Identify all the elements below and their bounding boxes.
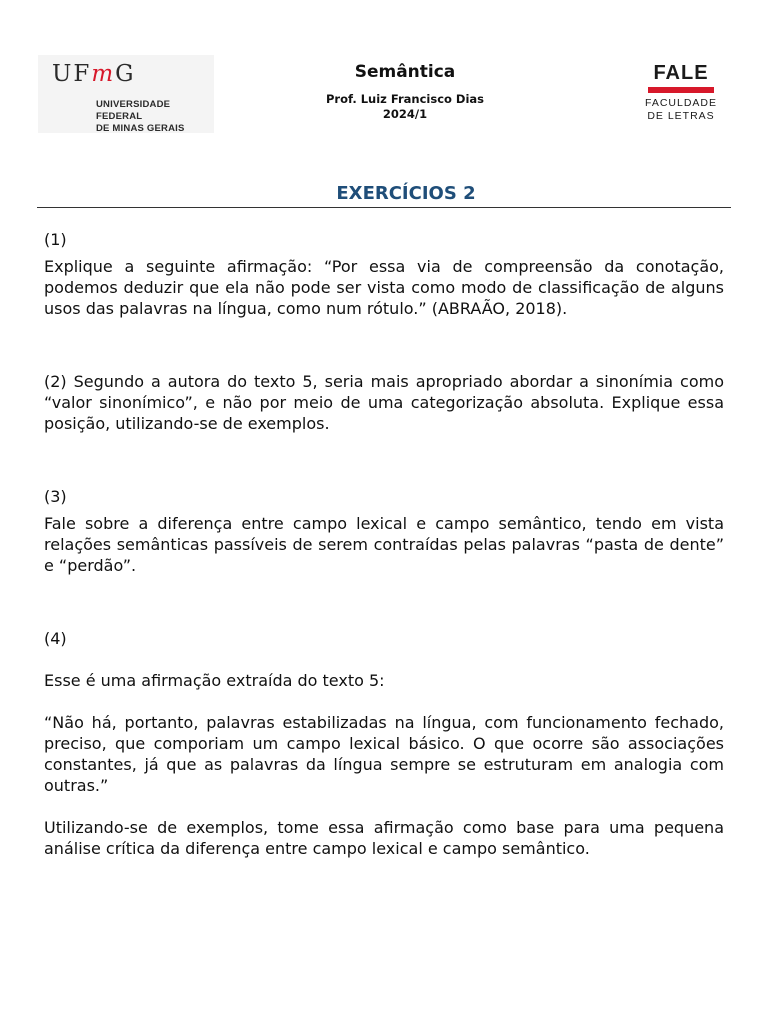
exercise-4-task: Utilizando-se de exemplos, tome essa afirmação como base para uma pequena análise crítica da diferença entre campo lexical e campo semântico. [44,818,724,858]
exercise-1-number: (1) [44,230,67,249]
fale-logo-word: FALE [653,62,709,84]
course-title-block [300,62,510,122]
exercise-3-number: (3) [44,487,67,506]
spacer [44,691,724,712]
ufmg-logo-m: m [91,61,116,87]
spacer [44,434,724,486]
fale-logo-line2: DE LETRAS [647,110,715,122]
spacer [44,576,724,628]
ufmg-logo-letters: UF [52,61,92,87]
exercise-4-number: (4) [44,629,67,648]
fale-logo-subtitle [644,97,718,123]
spacer [44,649,724,670]
exercise-4-quote: “Não há, portanto, palavras estabilizadas na língua, com funcionamento fechado, preciso, que comporiam um campo lexical básico. O que ocorre são associações constantes, já que as palavras da língua sempre se estruturam em analogia com outras.” [44,713,724,795]
fale-logo-bar [648,87,714,93]
ufmg-logo-wordmark [52,61,136,87]
term: 2024/1 [382,107,428,121]
fale-logo [644,62,718,123]
exercise-4-intro: Esse é uma afirmação extraída do texto 5: [44,671,385,690]
professor-name: Prof. Luiz Francisco Dias [325,92,485,106]
spacer [44,796,724,817]
course-info [300,92,510,122]
fale-logo-line1: FACULDADE [644,97,717,109]
exercise-list [44,229,724,859]
ufmg-logo [38,55,214,133]
heading-divider [37,207,731,208]
spacer [44,319,724,371]
exercise-1-text: Explique a seguinte afirmação: “Por essa via de compreensão da conotação, podemos deduzir que ela não pode ser vista como modo de classificação de alguns usos das palavras na língua, como num rótulo.” (ABRAÃO, 2018). [44,257,724,318]
ufmg-logo-subtitle [96,99,214,135]
ufmg-logo-line1: UNIVERSIDADE FEDERAL [96,99,171,122]
exercise-2-text: (2) Segundo a autora do texto 5, seria mais apropriado abordar a sinonímia como “valor sinonímico”, e não por meio de uma categorização absoluta. Explique essa posição, utilizando-se de exemplos. [44,372,724,433]
course-title: Semântica [354,62,456,82]
page-heading: EXERCÍCIOS 2 [336,183,476,204]
exercise-3-text: Fale sobre a diferença entre campo lexical e campo semântico, tendo em vista relações semânticas passíveis de serem contraídas pelas palavras “pasta de dente” e “perdão”. [44,514,724,575]
document-header [0,0,768,140]
ufmg-logo-line2: DE MINAS GERAIS [96,123,185,134]
ufmg-logo-g: G [115,61,136,87]
